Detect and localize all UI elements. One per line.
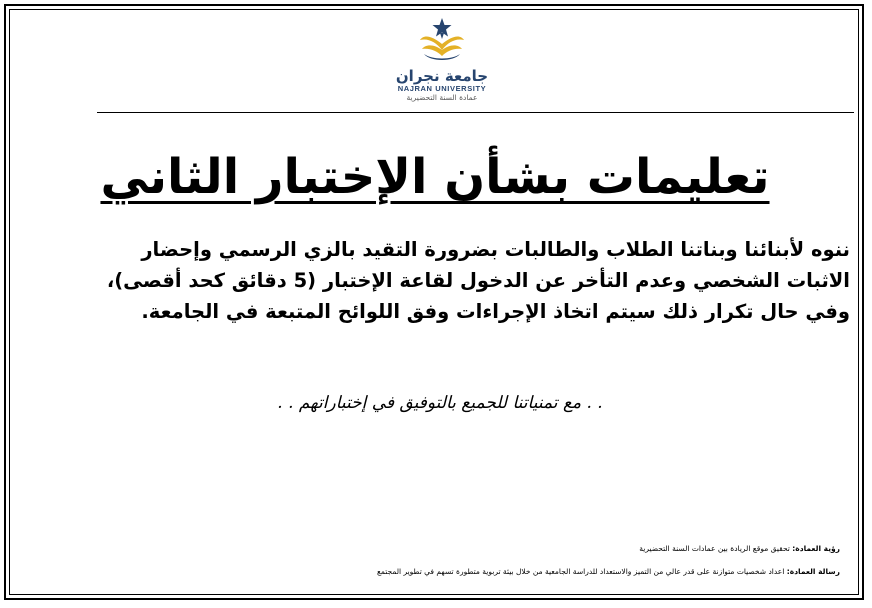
mission-text: اعداد شخصيات متوازنة على قدر عالي من التميز والاستعداد للدراسة الجامعية من خلال بيئة تربوية متطورة تسهم في تطوير المجتمع bbox=[376, 567, 785, 576]
mission-label: رسالة العمادة: bbox=[786, 567, 840, 576]
instruction-line: ننوه لأبنائنا وبناتنا الطلاب والطالبات بضرورة التقيد بالزي الرسمي وإحضار bbox=[141, 238, 850, 261]
instruction-line: الاثبات الشخصي وعدم التأخر عن الدخول لقاعة الإختبار (5 دقائق كحد أقصى)، bbox=[106, 269, 850, 292]
best-wishes-line: . . مع تمنياتنا للجميع بالتوفيق في إختباراتهم . . bbox=[277, 393, 603, 413]
logo-arabic-name: جامعة نجران bbox=[395, 67, 489, 85]
instruction-line: وفي حال تكرار ذلك سيتم اتخاذ الإجراءات وفق اللوائح المتبعة في الجامعة. bbox=[141, 300, 850, 323]
logo-english-name: NAJRAN UNIVERSITY bbox=[397, 84, 487, 93]
star-emblem-icon bbox=[410, 16, 474, 66]
vision-label: رؤية العمادة: bbox=[792, 544, 840, 553]
vision-text: تحقيق موقع الريادة بين عمادات السنة التحضيرية bbox=[639, 544, 790, 553]
footer-vision bbox=[300, 544, 840, 553]
footer-mission bbox=[300, 567, 840, 576]
instructions-body bbox=[92, 234, 850, 327]
logo-department: عمادة السنة التحضيرية bbox=[406, 93, 478, 102]
header-divider bbox=[97, 112, 854, 113]
university-logo bbox=[386, 16, 498, 112]
page-title: تعليمات بشأن الإختبار الثاني bbox=[100, 149, 770, 205]
